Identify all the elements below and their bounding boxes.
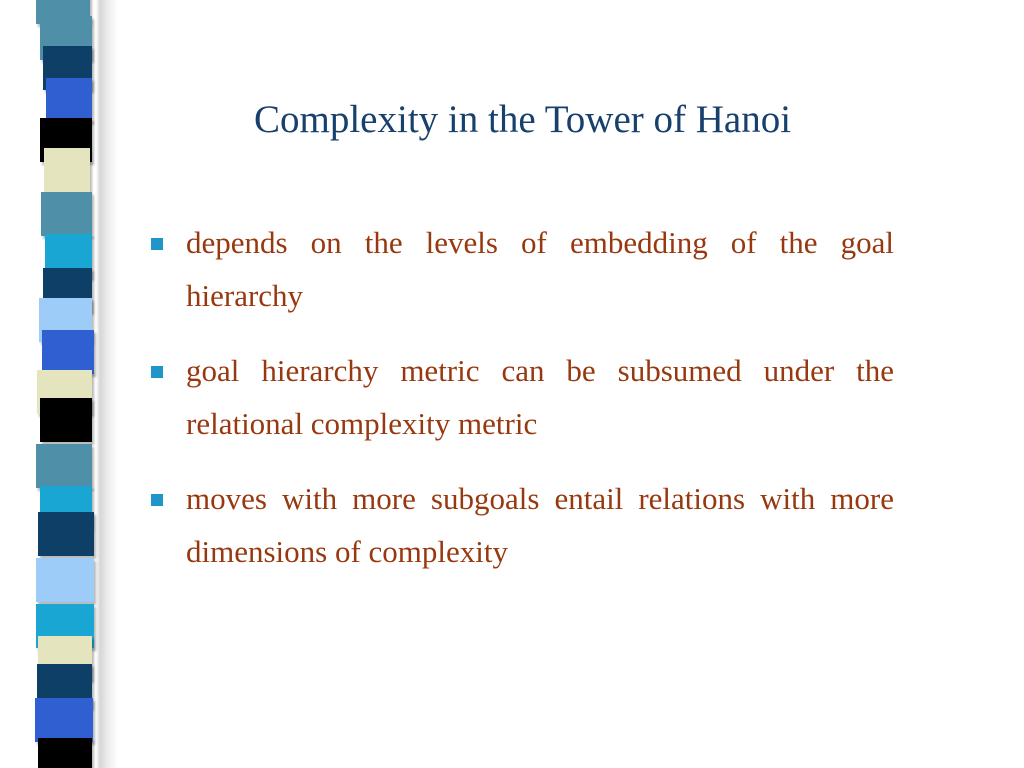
strip-block (46, 78, 92, 122)
square-bullet-icon (151, 494, 163, 506)
strip-block (40, 398, 92, 442)
slide-title: Complexity in the Tower of Hanoi (254, 98, 792, 141)
strip-block (42, 330, 94, 374)
bullet-text: goal hierarchy metric can be subsumed under the relational complexity metric (186, 353, 894, 441)
bullet-text: depends on the levels of embedding of the goal hierarchy (186, 225, 894, 313)
square-bullet-icon (151, 366, 163, 378)
bullet-item (146, 216, 894, 322)
bullet-text: moves with more subgoals entail relations with more dimensions of complexity (186, 481, 894, 569)
square-bullet-icon (151, 238, 163, 250)
decorative-block-strip (0, 0, 118, 768)
strip-block (35, 698, 93, 742)
strip-block (44, 148, 90, 192)
bullet-item (146, 344, 894, 450)
strip-block (36, 558, 94, 602)
strip-block (41, 192, 92, 236)
strip-block (38, 512, 94, 556)
strip-block (38, 738, 92, 768)
bullet-item (146, 472, 894, 578)
strip-block (36, 444, 92, 488)
bullet-list (146, 216, 894, 600)
